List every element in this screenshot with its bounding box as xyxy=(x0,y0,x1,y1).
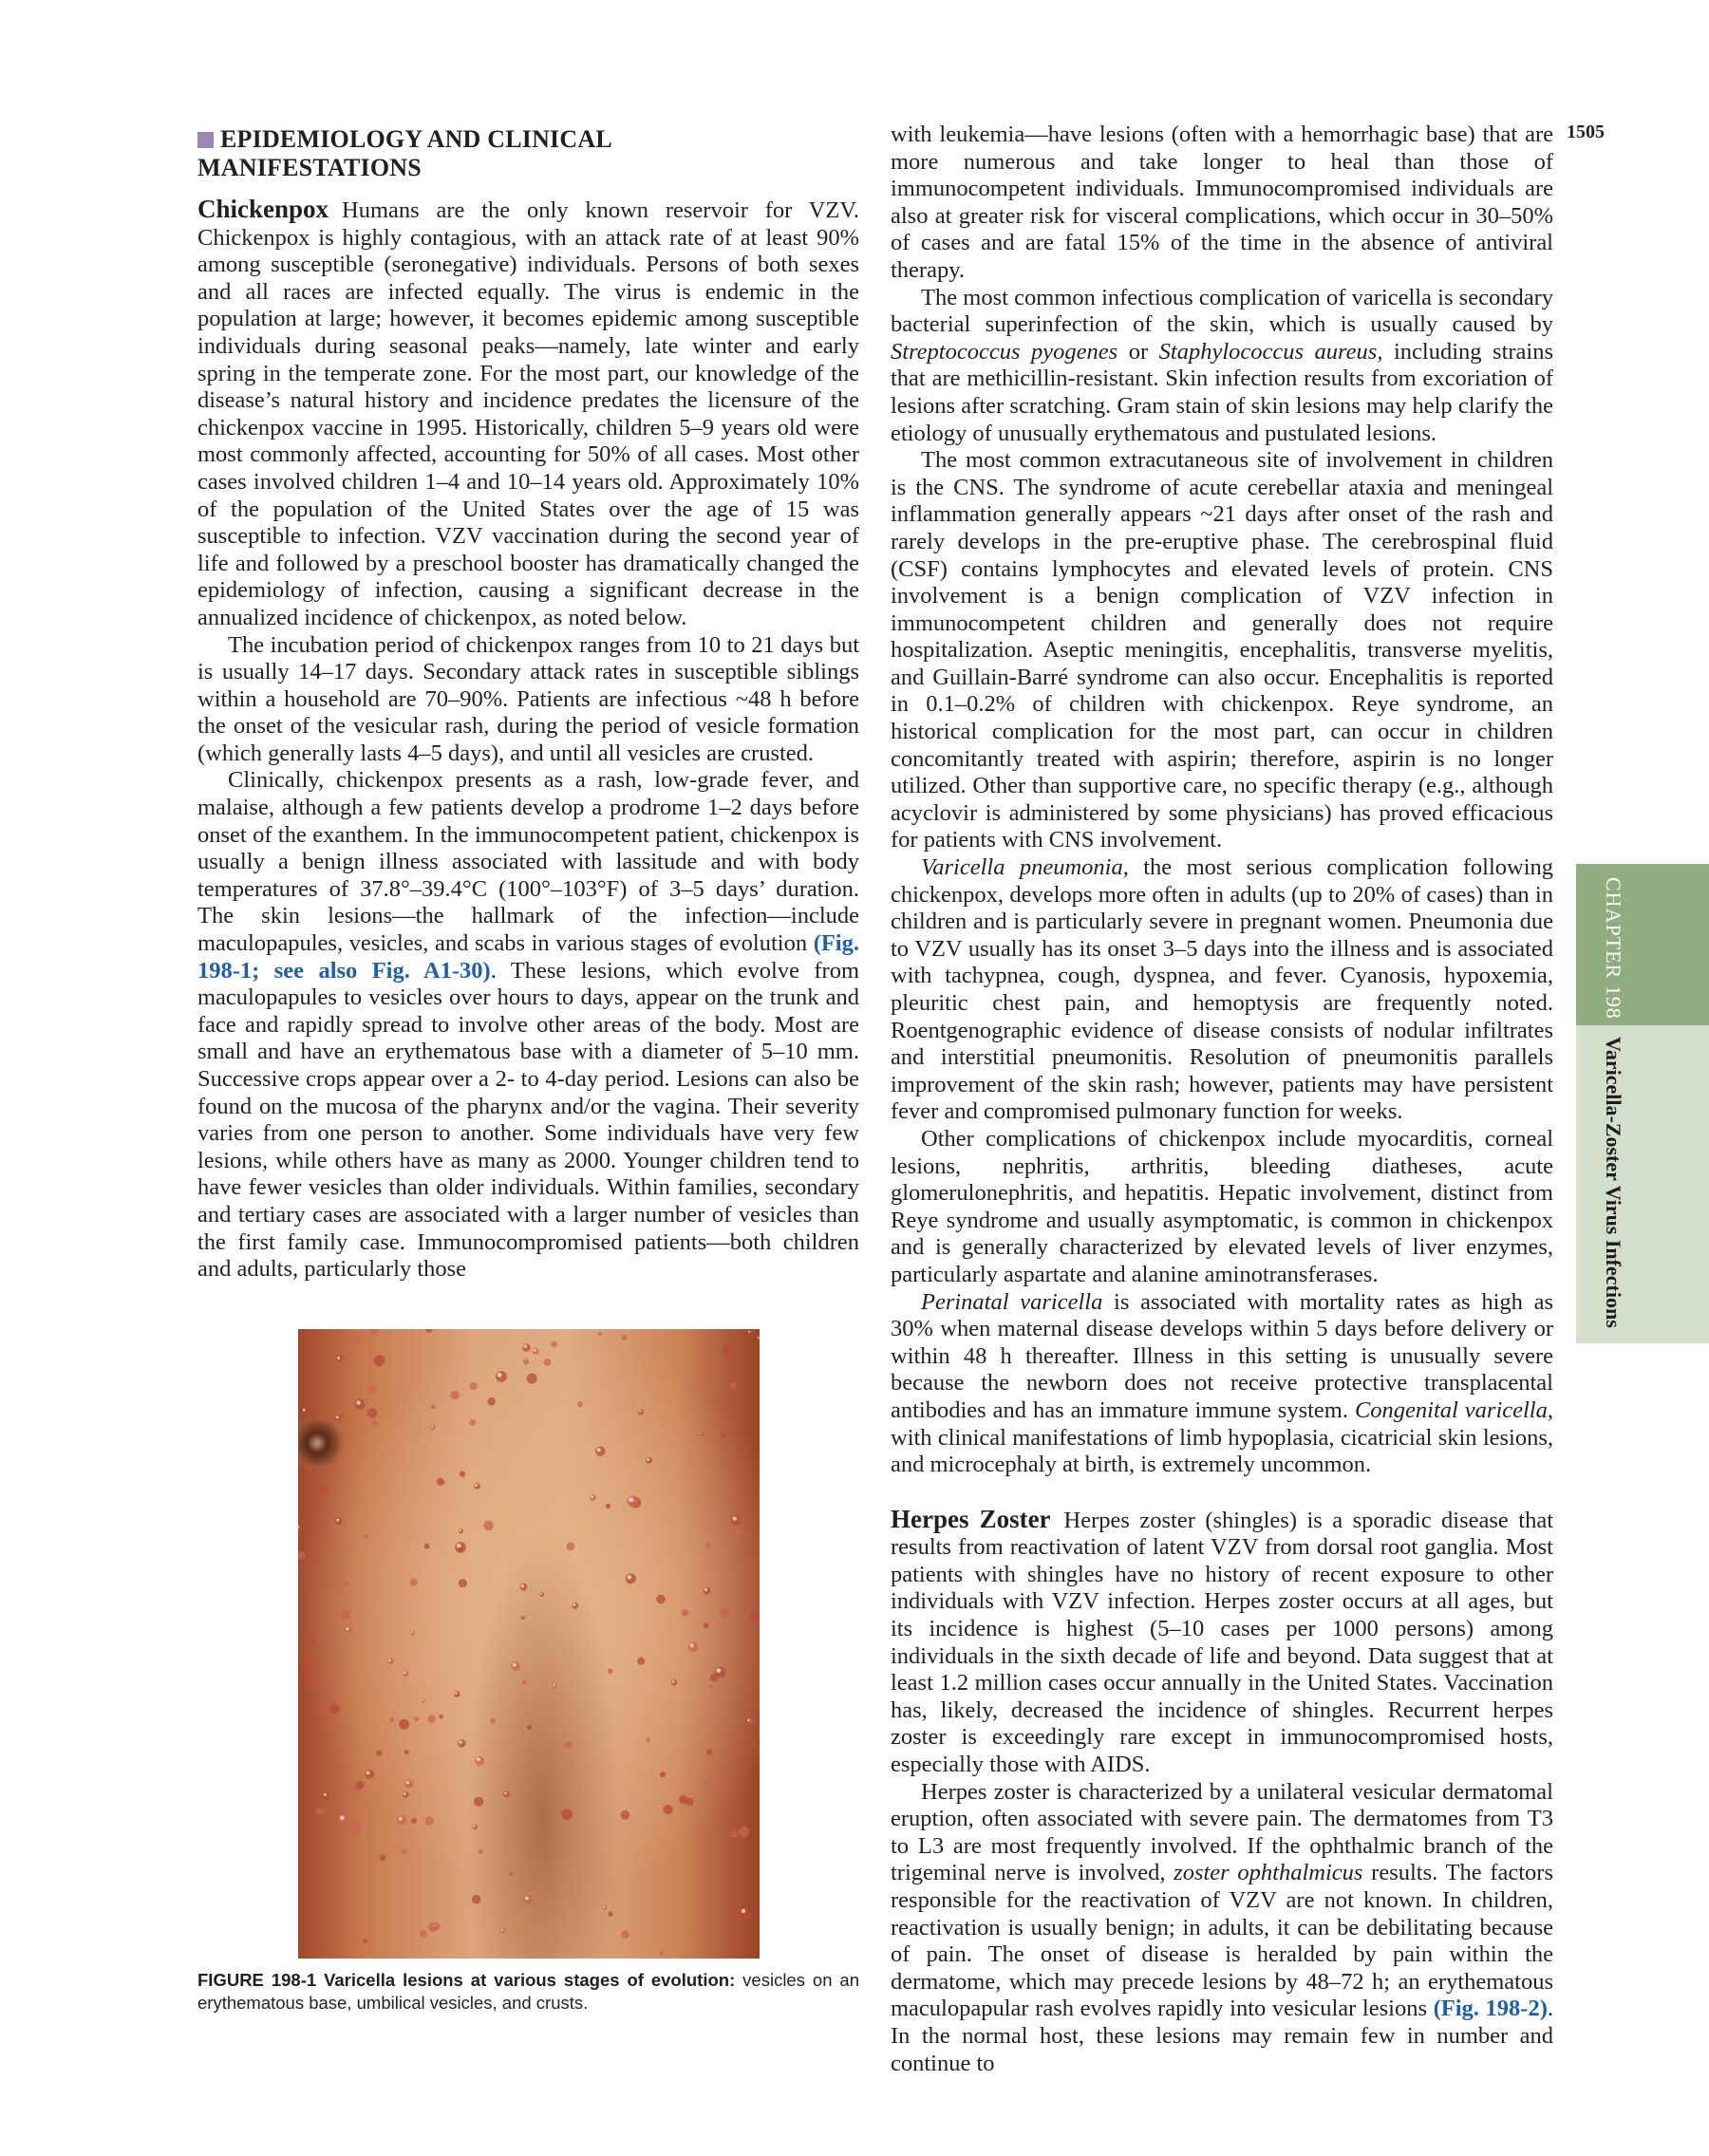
lesion-dot xyxy=(524,1895,533,1903)
figure-reference-link[interactable]: (Fig. 198-1; see also Fig. A1-30) xyxy=(197,930,859,984)
lesion-dot xyxy=(428,1715,436,1723)
lesion-dot xyxy=(723,1345,734,1356)
vesicle-highlight xyxy=(733,1516,737,1520)
lesion-dot xyxy=(459,1528,463,1533)
lesion-dot xyxy=(345,1626,351,1633)
chapter-running-title: Varicella-Zoster Virus Infections xyxy=(1602,1037,1625,1328)
lesion-dot xyxy=(340,1412,344,1415)
lesion-dot xyxy=(398,1815,407,1825)
lesion-dot xyxy=(646,1737,650,1742)
chickenpox-heading: Chickenpox xyxy=(197,195,329,223)
vesicle-highlight xyxy=(422,1699,423,1701)
lesion-dot xyxy=(341,1610,350,1620)
lesion-dot xyxy=(522,1343,531,1352)
lesion-dot xyxy=(370,1329,379,1334)
lesion-dot xyxy=(414,1716,419,1721)
lesion-dot xyxy=(410,1631,415,1636)
lesion-dot xyxy=(522,1679,527,1684)
vesicle-highlight xyxy=(474,1825,476,1827)
right-paragraph-2: The most common infectious complication of varicella is secondary bacterial superinfection of the skin, which is usually caused by Streptococcus pyogenes or Staphylococcus aureus, including strains that are methicillin-resistant. Skin infection results from excoriation of lesions after scratching. Gram stain of skin lesions may help clarify the etiology of unusually erythematous and pustulated lesions. xyxy=(891,284,1554,446)
lesion-dot xyxy=(404,1780,413,1789)
lesion-dot xyxy=(372,1420,377,1425)
lesion-dot xyxy=(430,1425,435,1430)
vesicle-highlight xyxy=(534,1349,536,1352)
lesion-dot xyxy=(474,1797,483,1807)
vesicle-highlight xyxy=(747,1719,749,1721)
lesion-dot xyxy=(688,1642,698,1652)
lesion-dot xyxy=(566,1542,574,1550)
lesion-dot xyxy=(437,1478,444,1486)
lesion-dot xyxy=(508,1872,513,1877)
lesion-dot xyxy=(472,1895,481,1904)
lesion-dot xyxy=(731,1515,742,1526)
chickenpox-paragraph-2: The incubation period of chickenpox ranges from 10 to 21 days but is usually 14–17 days. Secondary attack rates in susceptible siblings within a household are 70–90%. Patients are infectious ~48 h before the onset of the vesicular rash, during the period of vesicle formation (which generally lasts 4–5 days), and until all vesicles are crusted. xyxy=(197,631,859,766)
lesion-dot xyxy=(380,1855,385,1861)
section-title-line2: MANIFESTATIONS xyxy=(197,154,422,181)
lesion-dot xyxy=(590,1494,596,1501)
lesion-dot xyxy=(496,1371,507,1382)
lesion-dot xyxy=(490,1718,496,1724)
right-paragraph-5: Other complications of chickenpox include myocarditis, corneal lesions, nephritis, arthritis, bleeding diatheses, acute glomerulonephritis, and hepatitis. Hepatic involvement, distinct from Reye syndrome and usually asymptomatic, is common in chickenpox and is generally characterized by elevated levels of liver enzymes, particularly aspartate and alanine aminotransferases. xyxy=(891,1125,1553,1287)
lesion-dot xyxy=(475,1756,484,1766)
lesion-dot xyxy=(356,1781,365,1790)
lesion-dot xyxy=(339,1814,349,1825)
lesion-dot xyxy=(336,1356,343,1362)
vesicle-highlight xyxy=(346,1627,348,1630)
lesion-dot xyxy=(487,1397,496,1406)
lesion-dot xyxy=(735,1530,742,1538)
page-number: 1505 xyxy=(1567,122,1605,142)
vesicle-highlight xyxy=(337,1357,340,1359)
lesion-dot xyxy=(335,1415,342,1421)
left-column xyxy=(197,122,859,1284)
lesion-dot xyxy=(376,1751,382,1756)
lesion-dot xyxy=(750,1611,760,1622)
lesion-dot xyxy=(511,1661,519,1670)
lesion-dot xyxy=(410,1579,418,1586)
vesicle-highlight xyxy=(340,1412,342,1414)
lesion-dot xyxy=(344,1582,349,1587)
herpes-zoster-paragraph-2: Herpes zoster is characterized by a unilateral vesicular dermatomal eruption, often associated with severe pain. The dermatomes from T3 to L3 are most frequently involved. If the ophthalmic branch of the trigeminal nerve is involved, zoster ophthalmicus results. The factors responsible for the reactivation of VZV are not known. In children, reactivation is usually benign; in adults, it can be debilitating because of pain. The onset of disease is heralded by pain within the dermatome, which may precede lesions by 48–72 h; an erythematous maculopapular rash evolves rapidly into vesicular lesions (Fig. 198-2). In the normal host, these lesions may remain few in number and continue to xyxy=(891,1778,1554,2076)
right-paragraph-4: Varicella pneumonia, the most serious complication following chickenpox, develops more often in adults (up to 20% of cases) than in children and is particularly severe in pregnant women. Pneumonia due to VZV usually has its onset 3–5 days into the illness and is associated with tachypnea, cough, dyspnea, and fever. Cyanosis, hypoxemia, pleuritic chest pain, and hemoptysis are frequently noted. Roentgenographic evidence of disease consists of nodular infiltrates and interstitial pneumonitis. Resolution of pneumonitis parallels improvement of the skin rash; however, patients may have persistent fever and compromised pulmonary function for weeks. xyxy=(891,854,1554,1125)
section-square-icon xyxy=(197,132,214,148)
lesion-dot xyxy=(302,1408,309,1415)
vesicle-highlight xyxy=(366,1772,370,1775)
vesicle-highlight xyxy=(406,1781,410,1785)
lesion-dot xyxy=(411,1818,417,1824)
lesion-dot xyxy=(364,1939,368,1943)
vesicle-highlight xyxy=(690,1643,694,1647)
lesion-dot xyxy=(638,1409,644,1415)
right-column xyxy=(891,122,1553,2077)
herpes-zoster-paragraph-1: Herpes Zoster Herpes zoster (shingles) is a sporadic disease that results from reactivation of latent VZV from dorsal root ganglia. Most patients with shingles have no history of recent exposure to other individuals with VZV infection. Herpes zoster occurs at all ages, but its incidence is highest (5–10 cases per 1000 persons) among individuals in the sixth decade of life and beyond. Data suggest that at least 1.2 million cases occur annually in the United States. Vaccination has, likely, decreased the incidence of shingles. Recurrent herpes zoster is exceedingly rare except in immunocompromised hosts, especially those with AIDS. xyxy=(891,1504,1553,1778)
vesicle-highlight xyxy=(431,1426,433,1428)
lesion-dot xyxy=(473,1825,478,1829)
vesicle-highlight xyxy=(455,1692,458,1695)
vesicle-highlight xyxy=(459,1740,461,1743)
lesion-dot xyxy=(731,1831,738,1838)
vesicle-highlight xyxy=(524,1345,527,1348)
lesion-dot xyxy=(422,1699,425,1703)
vesicle-highlight xyxy=(540,1593,542,1595)
lesion-dot xyxy=(682,1609,689,1617)
vesicle-highlight xyxy=(701,1433,703,1434)
vesicle-highlight xyxy=(501,1929,503,1931)
vesicle-highlight xyxy=(647,1458,649,1461)
lesion-dot xyxy=(355,1399,366,1410)
lesion-dots xyxy=(298,1329,760,1956)
lesion-dot xyxy=(660,1772,666,1777)
lesion-dot xyxy=(561,1809,573,1820)
lesion-dot xyxy=(469,1419,476,1426)
vesicle-highlight xyxy=(573,1603,575,1606)
vesicle-highlight xyxy=(639,1410,641,1412)
vesicle-highlight xyxy=(399,1817,403,1821)
lesion-dot xyxy=(350,1334,360,1343)
herpes-zoster-heading: Herpes Zoster xyxy=(891,1504,1051,1533)
lesion-dot xyxy=(365,1770,374,1779)
lesion-dot xyxy=(321,1487,329,1494)
lesion-dot xyxy=(424,1544,430,1549)
lesion-dot xyxy=(334,1370,339,1375)
vesicle-highlight xyxy=(356,1400,360,1404)
lesion-dot xyxy=(403,1670,409,1677)
right-paragraph-3: The most common extracutaneous site of involvement in children is the CNS. The syndrome of acute cerebellar ataxia and meningeal inflammation generally appears ~21 days after onset of the rash and rarely develops in the pre-eruptive phase. The cerebrospinal fluid (CSF) contains lymphocytes and elevated levels of protein. CNS involvement is a benign complication of VZV infection in immunocompetent children and generally does not require hospitalization. Aseptic meningitis, encephalitis, transverse myelitis, and Guillain-Barré syndrome can also occur. Encephalitis is reported in 0.1–0.2% of children with chickenpox. Reye syndrome, an historical complication for the most part, can occur in children concomitantly treated with aspirin; therefore, aspirin is no longer utilized. Other than supportive care, no specific therapy (e.g., although acyclovir is administered by some physicians) has proved efficacious for patients with CNS involvement. xyxy=(891,447,1553,853)
lesion-dot xyxy=(663,1805,672,1814)
vesicle-highlight xyxy=(513,1663,516,1667)
figure-reference-link-2[interactable]: (Fig. 198-2) xyxy=(1433,1996,1548,2022)
lesion-dot xyxy=(595,1447,605,1456)
lesion-dot xyxy=(451,1391,460,1399)
lesion-dot xyxy=(404,1750,409,1754)
vesicle-highlight xyxy=(704,1588,707,1591)
lesion-dot xyxy=(750,1493,754,1497)
lesion-dot xyxy=(387,1659,394,1665)
lesion-dot xyxy=(323,1792,330,1800)
chickenpox-paragraph-3: Clinically, chickenpox presents as a rash, low-grade fever, and malaise, although a few patients develop a prodrome 1–2 days before onset of the exanthem. In the immunocompetent patient, chickenpox is usually a benign illness associated with lassitude and with body temperatures of 37.8°–39.4°C (100°–103°F) of 3–5 days’ duration. The skin lesions—the hallmark of the infection—include maculopapules, vesicles, and scabs in various stages of evolution (Fig. 198-1; see also Fig. A1-30). These lesions, which evolve from maculopapules to vesicles over hours to days, appear on the trunk and face and rapidly spread to involve other areas of the body. Most are small and have an erythematous base with a diameter of 5–10 mm. Successive crops appear over a 2- to 4-day period. Lesions can also be found on the mucosa of the pharynx and/or the vagina. Their severity varies from one person to another. Some individuals have very few lesions, while others have as many as 2000. Younger children tend to have fewer vesicles than older individuals. Within families, secondary and tertiary cases are associated with a larger number of vesicles than the first family case. Immunocompromised patients—both children and adults, particularly those xyxy=(197,767,859,1283)
lesion-dot xyxy=(679,1795,687,1804)
lesion-dot xyxy=(646,1457,652,1464)
vesicle-highlight xyxy=(521,1584,524,1587)
lesion-dot xyxy=(460,1472,465,1477)
vesicle-highlight xyxy=(498,1373,502,1378)
vesicle-highlight xyxy=(404,1671,406,1674)
lesion-dot xyxy=(303,1662,313,1673)
lesion-dot xyxy=(740,1907,750,1918)
lesion-dot xyxy=(659,1951,664,1956)
lesion-dot xyxy=(374,1355,385,1366)
lesion-dot xyxy=(503,1791,510,1798)
right-paragraph-1: with leukemia—have lesions (often with a hemorrhagic base) that are more numerous and take longer to heal than those of immunocompetent individuals. Immunocompromised individuals are also at greater risk for visceral complications, which occur in 30–50% of cases and are fatal 15% of the time in the absence of antiviral therapy. xyxy=(891,122,1553,283)
lesion-dot xyxy=(551,1341,557,1348)
lesion-dot xyxy=(721,1433,725,1437)
lesion-dot xyxy=(622,1335,628,1340)
lesion-dot xyxy=(470,1382,478,1390)
lesion-dot xyxy=(577,1401,583,1407)
lesion-dot xyxy=(454,1691,460,1697)
vesicle-highlight xyxy=(411,1632,413,1634)
lesion-dot xyxy=(439,1715,443,1719)
lesion-dot xyxy=(598,1332,602,1336)
lesion-dot xyxy=(627,1495,638,1507)
nipple-shape xyxy=(298,1415,346,1472)
section-heading xyxy=(197,125,859,182)
lesion-dot xyxy=(706,1749,713,1755)
lesion-dot xyxy=(572,1603,578,1609)
lesion-dot xyxy=(479,1849,483,1854)
vesicle-highlight xyxy=(324,1793,327,1796)
vesicle-highlight xyxy=(672,1680,675,1683)
lesion-dot xyxy=(521,1616,525,1620)
lesion-dot xyxy=(565,1741,573,1749)
lesion-dot xyxy=(455,1542,466,1553)
vesicle-highlight xyxy=(460,1529,461,1531)
lesion-dot xyxy=(459,1579,467,1587)
lesion-dot xyxy=(532,1348,538,1355)
lesion-dot xyxy=(308,1639,315,1646)
lesion-dot xyxy=(527,1725,532,1730)
lesion-dot xyxy=(428,1922,438,1932)
vesicle-highlight xyxy=(716,1668,721,1673)
vesicle-highlight xyxy=(554,1684,555,1686)
lesion-dot xyxy=(637,1658,645,1665)
lesion-dot xyxy=(483,1521,494,1531)
lesion-dot xyxy=(700,1433,704,1436)
vesicle-highlight xyxy=(591,1495,593,1498)
lesion-dot xyxy=(705,1543,711,1548)
lesion-dot xyxy=(539,1592,544,1597)
lesion-dot xyxy=(730,1382,737,1389)
lesion-dot xyxy=(747,1718,753,1724)
figure-caption xyxy=(197,1969,859,2015)
vesicle-highlight xyxy=(742,1909,745,1913)
vesicle-highlight xyxy=(758,1337,760,1339)
lesion-dot xyxy=(621,1810,630,1820)
vesicle-highlight xyxy=(748,1331,750,1333)
lesion-dot xyxy=(544,1359,552,1366)
lesion-dot xyxy=(425,1816,434,1825)
lesion-dot xyxy=(390,1717,395,1722)
lesion-dot xyxy=(298,1551,306,1560)
lesion-dot xyxy=(316,1808,324,1815)
lesion-dot xyxy=(458,1739,466,1748)
chapter-label: CHAPTER 198 xyxy=(1602,877,1625,1020)
vesicle-highlight xyxy=(336,1519,339,1522)
lesion-dot xyxy=(335,1518,342,1525)
chickenpox-paragraph-1: Chickenpox Humans are the only known reservoir for VZV. Chickenpox is highly contagious, with an attack rate of at least 90% among susceptible (seronegative) individuals. Persons of both sexes and all races are infected equally. The virus is endemic in the population at large; however, it becomes epidemic among susceptible individuals during seasonal peaks—namely, late winter and early spring in the temperate zone. For the most part, our knowledge of the disease’s natural history and incidence predates the licensure of the chickenpox vaccine in 1995. Historically, children 5–9 years old were most commonly affected, accounting for 50% of all cases. Most other cases involved children 1–4 and 10–14 years old. Approximately 10% of the population of the United States over the age of 15 was susceptible to infection. VZV vaccination during the second year of life and followed by a preschool booster has dramatically changed the epidemiology of infection, causing a significant decrease in the annualized incidence of chickenpox, as noted below. xyxy=(197,195,859,630)
vesicle-highlight xyxy=(629,1497,633,1502)
lesion-dot xyxy=(368,1384,377,1393)
lesion-dot xyxy=(350,1823,361,1833)
lesion-dot xyxy=(608,1912,612,1917)
lesion-dot xyxy=(431,1405,436,1410)
lesion-dot xyxy=(704,1622,709,1628)
vesicle-highlight xyxy=(457,1544,461,1548)
figure-caption-title: FIGURE 198-1 Varicella lesions at various stages of evolution: xyxy=(197,1970,736,1990)
vesicle-highlight xyxy=(525,1897,529,1901)
lesion-dot xyxy=(708,1685,713,1690)
lesion-dot xyxy=(527,1374,537,1384)
lesion-dot xyxy=(523,1359,529,1364)
varicella-lesions-image xyxy=(298,1329,760,1959)
section-title-line1: EPIDEMIOLOGY AND CLINICAL xyxy=(220,125,612,153)
figure-caption-text: vesicles on an erythematous base, umbilical vesicles, and crusts. xyxy=(197,1970,859,2013)
lesion-dot xyxy=(753,1741,758,1746)
lesion-dot xyxy=(710,1674,718,1681)
vesicle-highlight xyxy=(388,1659,391,1662)
lesion-dot xyxy=(626,1573,636,1584)
vesicle-highlight xyxy=(504,1792,507,1795)
vesicle-highlight xyxy=(404,1792,406,1795)
lesion-dot xyxy=(364,1534,368,1539)
lesion-dot xyxy=(402,1849,406,1854)
vesicle-highlight xyxy=(603,1906,605,1908)
lesion-dot xyxy=(739,1827,749,1837)
lesion-dot xyxy=(704,1587,711,1595)
lesion-dot xyxy=(399,1719,409,1730)
vesicle-highlight xyxy=(597,1448,601,1452)
lesion-dot xyxy=(704,1781,707,1785)
vesicle-highlight xyxy=(477,1757,480,1761)
lesion-dot xyxy=(500,1928,506,1934)
lesion-dot xyxy=(329,1703,340,1714)
chapter-side-tab xyxy=(1576,864,1709,1343)
lesion-dot xyxy=(621,1930,629,1939)
lesion-dot xyxy=(367,1408,378,1418)
lesion-dot xyxy=(608,1669,613,1675)
right-paragraph-6: Perinatal varicella is associated with mortality rates as high as 30% when maternal disease develops within 5 days before delivery or within 48 h thereafter. Illness in this setting is unusually severe because the newborn does not receive protective transplacental antibodies and has an immature immune system. Congenital varicella, with clinical manifestations of limb hypoplasia, cicatricial skin lesions, and microcephaly at birth, is extremely uncommon. xyxy=(891,1288,1553,1478)
vesicle-highlight xyxy=(628,1575,631,1579)
vesicle-highlight xyxy=(336,1415,339,1418)
lesion-dot xyxy=(403,1791,408,1797)
figure-varicella-photo xyxy=(298,1329,760,1959)
vesicle-highlight xyxy=(303,1409,306,1412)
lesion-dot xyxy=(606,1504,610,1509)
lesion-dot xyxy=(425,1329,433,1333)
vesicle-highlight xyxy=(475,1484,478,1487)
lesion-dot xyxy=(656,1595,666,1604)
vesicle-highlight xyxy=(340,1816,345,1821)
lesion-dot xyxy=(420,1930,427,1938)
lesion-dot xyxy=(720,1607,730,1618)
